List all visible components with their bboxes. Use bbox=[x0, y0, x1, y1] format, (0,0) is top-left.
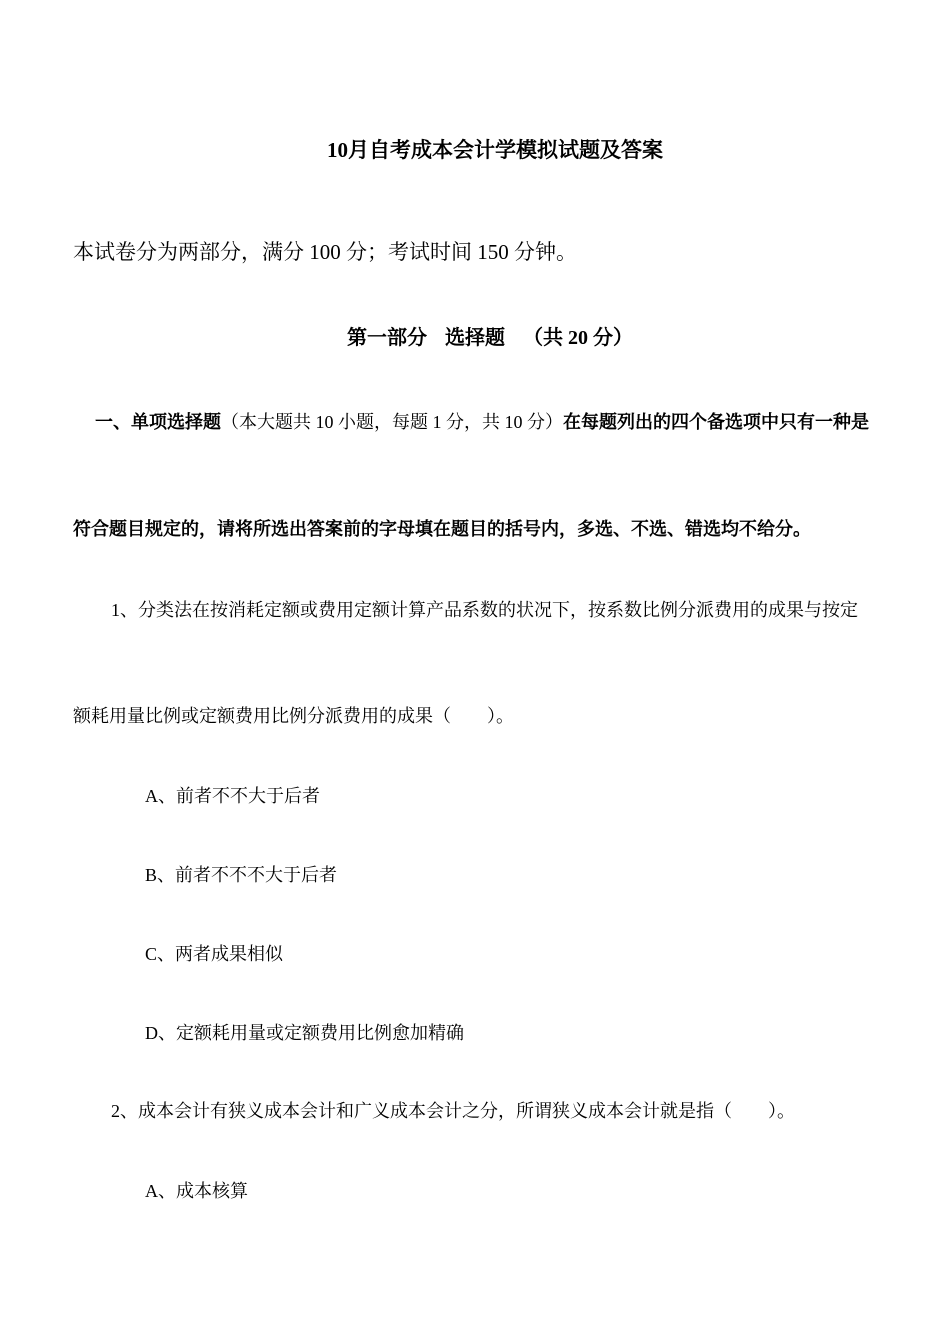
question-2-option-a: A、成本核算 bbox=[145, 1181, 248, 1201]
document-title: 10月自考成本会计学模拟试题及答案 bbox=[327, 138, 663, 162]
part-heading bbox=[0, 326, 950, 350]
question-1-option-a: A、前者不不大于后者 bbox=[145, 786, 320, 806]
exam-intro: 本试卷分为两部分，满分 100 分；考试时间 150 分钟。 bbox=[73, 240, 577, 264]
question-1-option-c: C、两者成果相似 bbox=[145, 944, 284, 964]
section-instruction: 在每题列出的四个备选项中只有一种是 bbox=[563, 412, 869, 432]
part-subject: 选择题 bbox=[445, 327, 505, 349]
section-heading bbox=[95, 412, 869, 434]
question-1-text: 1、分类法在按消耗定额或费用定额计算产品系数的状况下，按系数比例分派费用的成果与按定 bbox=[111, 600, 858, 620]
section-note: （本大题共 10 小题，每题 1 分，共 10 分） bbox=[221, 412, 563, 432]
question-1-option-b: B、前者不不不大于后者 bbox=[145, 865, 338, 885]
section-title: 一、单项选择题 bbox=[95, 412, 221, 432]
section-instruction-continued: 符合题目规定的，请将所选出答案前的字母填在题目的括号内，多选、不选、错选均不给分。 bbox=[73, 519, 811, 539]
question-1-option-d: D、定额耗用量或定额费用比例愈加精确 bbox=[145, 1023, 464, 1043]
part-name: 第一部分 bbox=[347, 327, 427, 349]
question-2-text: 2、成本会计有狭义成本会计和广义成本会计之分，所谓狭义成本会计就是指（ ）。 bbox=[111, 1101, 795, 1121]
question-1-text-continued: 额耗用量比例或定额费用比例分派费用的成果（ ）。 bbox=[73, 706, 514, 726]
part-points: （共 20 分） bbox=[523, 327, 633, 349]
